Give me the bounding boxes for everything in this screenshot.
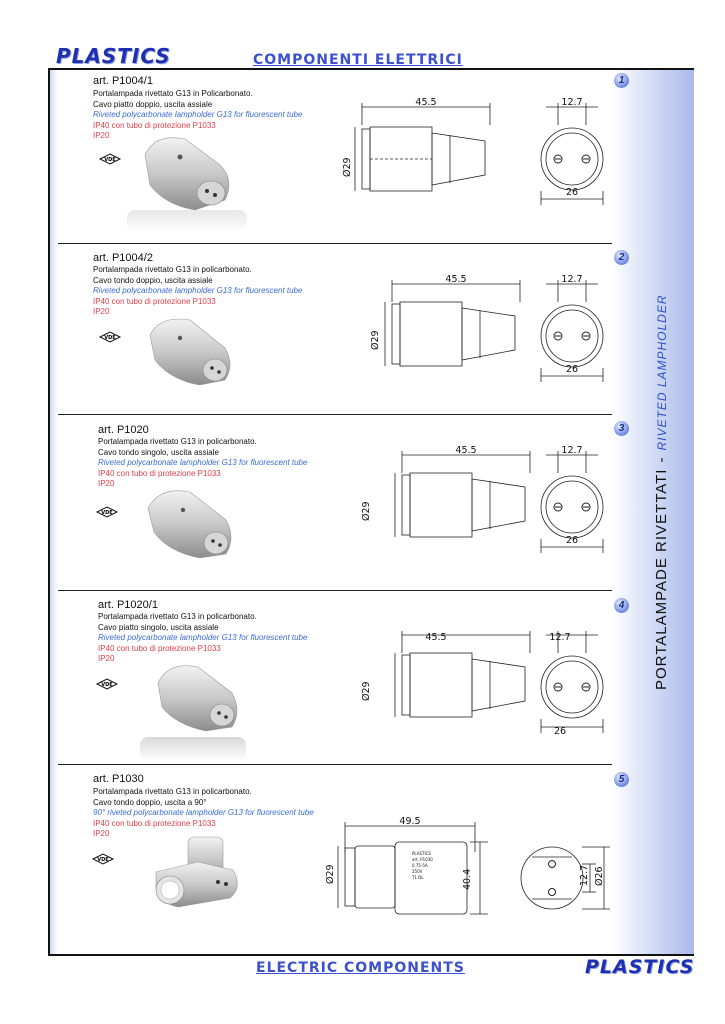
description-en: Riveted polycarbonate lampholder G13 for fluorescent tube [93,286,303,295]
plastics-logo-footer: PLASTICS [585,956,695,978]
ip40-note: IP40 con tubo di protezione P1033 [93,818,216,828]
article-code: art. P1004/2 [93,252,153,264]
cable-type: Cavo piatto singolo, uscita assiale [98,622,219,632]
dim-width: 26 [565,364,579,375]
item-number-badge: 3 [614,421,629,436]
dim-pin-spacing: 12.7 [561,97,583,108]
description-en: Riveted polycarbonate lampholder G13 for fluorescent tube [98,633,308,642]
side-title-en: RIVETED LAMPHOLDER [655,294,669,451]
dim-diameter-2: Ø26 [594,866,605,886]
ip20-note: IP20 [98,654,115,663]
vde-text: VDE [97,857,109,863]
description-it: Portalampada rivettato G13 in policarbonato. [98,612,257,621]
vde-certification-icon [99,153,121,165]
item-number-badge: 4 [614,598,629,613]
technical-drawing [350,443,605,563]
dim-length: 45.5 [445,274,467,285]
cable-type: Cavo tondo doppio, uscita assiale [93,275,213,285]
ip20-note: IP20 [98,479,115,488]
section-divider [58,414,612,415]
vde-certification-icon [99,331,121,343]
lampholder-photo [148,832,248,912]
dim-length: 49.5 [399,816,421,827]
vde-certification-icon [96,506,118,518]
ip20-note: IP20 [93,307,110,316]
side-vertical-title [653,294,670,690]
page-title: COMPONENTI ELETTRICI [253,52,463,68]
article-code: art. P1030 [93,773,144,785]
dim-width: 26 [553,726,567,737]
cable-type: Cavo piatto doppio, uscita assiale [93,99,213,109]
dim-length: 45.5 [415,97,437,108]
marking-line: PLASTICS [412,851,431,856]
description-en: 90° riveted polycarbonate lampholder G13 for fluorescent tube [93,808,314,817]
dim-width: 26 [565,535,579,546]
ip20-note: IP20 [93,131,110,140]
dim-diameter: Ø29 [361,681,372,701]
item-number-badge: 2 [614,250,629,265]
lampholder-photo [140,310,245,390]
dim-pin-spacing: 12.7 [561,274,583,285]
vde-certification-icon [96,678,118,690]
technical-drawing [342,95,605,215]
plastics-logo: PLASTICS [56,44,171,68]
vde-text: VDE [104,157,116,163]
ip40-note: IP40 con tubo di protezione P1033 [98,468,221,478]
dim-height: 40.4 [462,868,473,890]
dim-diameter: Ø29 [361,501,372,521]
dim-pin-spacing: 12.7 [579,864,590,886]
lampholder-photo [125,125,250,235]
marking-line: 250V [412,869,423,874]
cable-type: Cavo tondo singolo, uscita assiale [98,447,219,457]
article-code: art. P1020/1 [98,599,158,611]
dim-diameter: Ø29 [325,864,336,884]
description-en: Riveted polycarbonate lampholder G13 for fluorescent tube [93,110,303,119]
marking-line: 0.75-5A [412,863,428,868]
description-it: Portalampada rivettato G13 in Policarbonato. [93,89,253,98]
vde-text: VDE [104,335,116,341]
dim-diameter: Ø29 [342,157,353,177]
ip40-note: IP40 con tubo di protezione P1033 [98,643,221,653]
description-it: Portalampada rivettato G13 in policarbonato. [93,265,252,274]
section-divider [58,590,612,591]
vde-certification-icon [92,853,114,865]
dim-length: 45.5 [425,632,447,643]
dim-pin-spacing: 12.7 [561,445,583,456]
technical-drawing [350,272,605,392]
marking-line: T1 DL [412,875,424,880]
footer-title: ELECTRIC COMPONENTS [256,960,465,976]
dim-length: 45.5 [455,445,477,456]
side-title-it: PORTALAMPADE RIVETTATI [653,468,670,690]
vde-text: VDE [101,682,113,688]
side-title-dash: - [653,456,670,463]
lampholder-photo [138,480,248,565]
dim-pin-spacing: 12.7 [549,632,571,643]
technical-drawing [320,812,610,922]
marking-line: art. P1030 [412,857,433,862]
technical-drawing [350,623,605,743]
ip20-note: IP20 [93,829,110,838]
cable-type: Cavo tondo doppio, uscita a 90° [93,797,207,807]
ip40-note: IP40 con tubo di protezione P1033 [93,296,216,306]
section-divider [58,243,612,244]
description-it: Portalampada rivettato G13 in policarbonato. [98,437,257,446]
item-number-badge: 5 [614,772,629,787]
article-code: art. P1004/1 [93,75,153,87]
dim-width: 26 [565,187,579,198]
vde-text: VDE [101,510,113,516]
description-it: Portalampada rivettato G13 in policarbonato. [93,787,252,796]
product-marking [411,851,433,880]
dim-diameter: Ø29 [370,330,381,350]
article-code: art. P1020 [98,424,149,436]
description-en: Riveted polycarbonate lampholder G13 for fluorescent tube [98,458,308,467]
ip40-note: IP40 con tubo di protezione P1033 [93,120,216,130]
lampholder-photo [140,655,250,765]
item-number-badge: 1 [614,73,629,88]
